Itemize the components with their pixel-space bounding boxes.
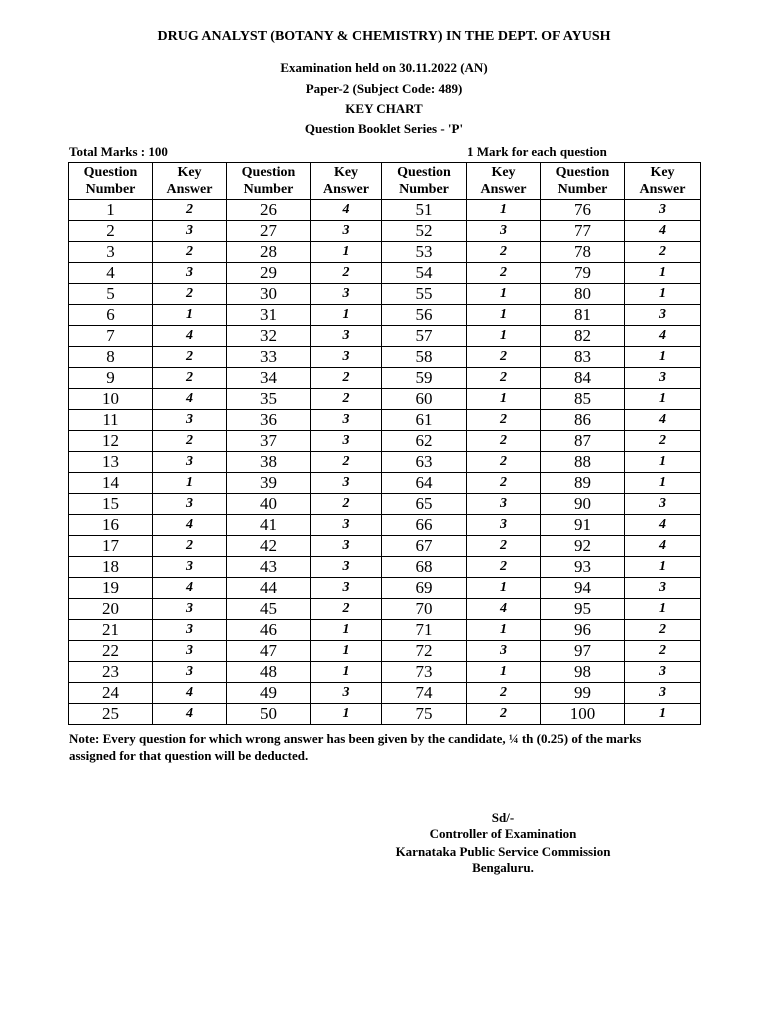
table-row [69,347,701,368]
total-marks: Total Marks : 100 [69,144,168,159]
key-answer-cell: 3 [153,662,227,683]
table-row [69,263,701,284]
question-number-cell: 30 [227,284,311,305]
question-number-cell: 86 [541,410,625,431]
key-answer-cell: 3 [467,515,541,536]
key-answer-cell: 3 [311,284,382,305]
key-answer-cell: 2 [625,641,701,662]
header-question-number: Question Number [69,163,153,200]
question-number-cell: 93 [541,557,625,578]
key-answer-cell: 1 [625,452,701,473]
question-number-cell: 81 [541,305,625,326]
key-answer-cell: 3 [625,578,701,599]
question-number-cell: 19 [69,578,153,599]
question-number-cell: 41 [227,515,311,536]
table-row [69,284,701,305]
question-number-cell: 64 [382,473,467,494]
key-answer-cell: 2 [467,431,541,452]
key-answer-cell: 3 [311,431,382,452]
question-number-cell: 67 [382,536,467,557]
question-number-cell: 94 [541,578,625,599]
key-answer-cell: 3 [625,200,701,221]
question-number-cell: 65 [382,494,467,515]
table-row [69,620,701,641]
key-answer-cell: 1 [467,662,541,683]
key-answer-cell: 1 [625,599,701,620]
question-number-cell: 78 [541,242,625,263]
question-number-cell: 96 [541,620,625,641]
question-number-cell: 88 [541,452,625,473]
paper-info: Paper-2 (Subject Code: 489) [305,81,463,96]
key-answer-cell: 2 [467,536,541,557]
marks-per-question: 1 Mark for each question [467,144,607,159]
key-answer-cell: 2 [467,347,541,368]
key-answer-cell: 3 [153,410,227,431]
question-number-cell: 40 [227,494,311,515]
table-row [69,578,701,599]
key-answer-cell: 1 [153,305,227,326]
key-answer-cell: 3 [311,221,382,242]
question-number-cell: 25 [69,704,153,725]
question-number-cell: 22 [69,641,153,662]
key-answer-cell: 3 [311,326,382,347]
key-answer-cell: 1 [467,578,541,599]
table-row [69,704,701,725]
key-answer-cell: 2 [625,242,701,263]
question-number-cell: 6 [69,305,153,326]
key-answer-cell: 2 [153,200,227,221]
key-answer-cell: 4 [153,389,227,410]
question-number-cell: 92 [541,536,625,557]
key-answer-cell: 4 [311,200,382,221]
table-row [69,473,701,494]
question-number-cell: 20 [69,599,153,620]
table-row [69,305,701,326]
question-number-cell: 68 [382,557,467,578]
key-answer-cell: 4 [625,221,701,242]
key-answer-cell: 1 [311,641,382,662]
question-number-cell: 33 [227,347,311,368]
document-title: DRUG ANALYST (BOTANY & CHEMISTRY) IN THE DEPT. OF AYUSH [157,29,611,44]
question-number-cell: 54 [382,263,467,284]
key-answer-cell: 2 [311,368,382,389]
question-number-cell: 84 [541,368,625,389]
key-answer-cell: 2 [311,494,382,515]
question-number-cell: 70 [382,599,467,620]
question-number-cell: 98 [541,662,625,683]
question-number-cell: 52 [382,221,467,242]
key-answer-cell: 3 [467,494,541,515]
question-number-cell: 5 [69,284,153,305]
header-question-number: Question Number [227,163,311,200]
question-number-cell: 35 [227,389,311,410]
question-number-cell: 59 [382,368,467,389]
key-answer-cell: 1 [467,326,541,347]
key-answer-cell: 3 [311,557,382,578]
header-question-number: Question Number [382,163,467,200]
signature-organization: Karnataka Public Service Commission [395,844,611,859]
key-answer-cell: 3 [153,494,227,515]
question-number-cell: 100 [541,704,625,725]
question-number-cell: 39 [227,473,311,494]
key-answer-cell: 2 [153,284,227,305]
question-number-cell: 44 [227,578,311,599]
question-number-cell: 85 [541,389,625,410]
question-number-cell: 95 [541,599,625,620]
key-answer-cell: 4 [153,704,227,725]
key-answer-cell: 1 [625,284,701,305]
question-number-cell: 3 [69,242,153,263]
key-answer-cell: 1 [625,389,701,410]
question-number-cell: 82 [541,326,625,347]
key-answer-cell: 3 [625,662,701,683]
question-number-cell: 79 [541,263,625,284]
question-number-cell: 8 [69,347,153,368]
key-answer-cell: 2 [153,347,227,368]
key-answer-cell: 1 [467,305,541,326]
question-number-cell: 7 [69,326,153,347]
question-number-cell: 16 [69,515,153,536]
table-header-row [69,163,701,200]
key-answer-cell: 2 [153,242,227,263]
question-number-cell: 76 [541,200,625,221]
question-number-cell: 97 [541,641,625,662]
key-chart-body [69,200,701,725]
key-answer-cell: 3 [311,536,382,557]
key-answer-cell: 1 [467,200,541,221]
key-answer-cell: 4 [153,578,227,599]
question-number-cell: 69 [382,578,467,599]
key-answer-cell: 4 [625,515,701,536]
table-row [69,662,701,683]
header-key-answer: Key Answer [625,163,701,200]
key-answer-cell: 3 [311,683,382,704]
key-answer-cell: 2 [467,704,541,725]
question-number-cell: 83 [541,347,625,368]
key-answer-cell: 2 [467,557,541,578]
key-answer-cell: 3 [153,599,227,620]
question-number-cell: 60 [382,389,467,410]
key-answer-cell: 4 [467,599,541,620]
key-answer-cell: 1 [153,473,227,494]
question-number-cell: 2 [69,221,153,242]
key-answer-cell: 1 [467,620,541,641]
question-number-cell: 9 [69,368,153,389]
question-number-cell: 26 [227,200,311,221]
key-answer-cell: 4 [625,326,701,347]
question-number-cell: 27 [227,221,311,242]
question-number-cell: 34 [227,368,311,389]
question-number-cell: 18 [69,557,153,578]
key-answer-cell: 4 [625,536,701,557]
question-number-cell: 12 [69,431,153,452]
key-answer-cell: 2 [467,410,541,431]
question-number-cell: 29 [227,263,311,284]
key-answer-cell: 1 [625,704,701,725]
question-number-cell: 75 [382,704,467,725]
key-answer-cell: 1 [311,242,382,263]
key-answer-cell: 3 [625,494,701,515]
question-number-cell: 58 [382,347,467,368]
signature-designation: Controller of Examination [429,826,577,841]
question-number-cell: 91 [541,515,625,536]
key-answer-cell: 3 [311,347,382,368]
key-answer-cell: 2 [625,431,701,452]
question-number-cell: 10 [69,389,153,410]
question-number-cell: 42 [227,536,311,557]
key-answer-cell: 3 [311,473,382,494]
table-row [69,683,701,704]
question-number-cell: 73 [382,662,467,683]
header-key-answer: Key Answer [467,163,541,200]
question-number-cell: 66 [382,515,467,536]
key-answer-cell: 2 [467,452,541,473]
question-number-cell: 50 [227,704,311,725]
question-number-cell: 57 [382,326,467,347]
question-number-cell: 23 [69,662,153,683]
question-number-cell: 15 [69,494,153,515]
question-number-cell: 99 [541,683,625,704]
key-answer-cell: 1 [311,305,382,326]
table-row [69,200,701,221]
question-number-cell: 14 [69,473,153,494]
key-answer-cell: 2 [311,389,382,410]
key-answer-cell: 3 [625,683,701,704]
key-answer-cell: 1 [625,347,701,368]
key-answer-cell: 2 [467,368,541,389]
header-key-answer: Key Answer [153,163,227,200]
table-row [69,431,701,452]
key-answer-cell: 3 [311,515,382,536]
key-answer-cell: 1 [625,557,701,578]
table-row [69,326,701,347]
table-row [69,515,701,536]
question-number-cell: 53 [382,242,467,263]
question-number-cell: 89 [541,473,625,494]
question-number-cell: 72 [382,641,467,662]
question-number-cell: 17 [69,536,153,557]
table-row [69,599,701,620]
key-answer-cell: 2 [311,263,382,284]
key-answer-cell: 1 [467,284,541,305]
question-number-cell: 32 [227,326,311,347]
key-answer-cell: 2 [467,683,541,704]
key-answer-cell: 1 [467,389,541,410]
key-answer-cell: 1 [311,662,382,683]
key-answer-cell: 2 [153,431,227,452]
key-chart-table [68,162,701,725]
key-answer-cell: 1 [311,620,382,641]
table-row [69,221,701,242]
key-answer-cell: 3 [625,305,701,326]
table-row [69,641,701,662]
key-answer-cell: 3 [311,578,382,599]
question-number-cell: 37 [227,431,311,452]
key-answer-cell: 4 [153,515,227,536]
header-question-number: Question Number [541,163,625,200]
key-answer-cell: 1 [625,263,701,284]
key-answer-cell: 3 [467,641,541,662]
table-row [69,242,701,263]
question-number-cell: 28 [227,242,311,263]
question-number-cell: 36 [227,410,311,431]
key-answer-cell: 3 [311,410,382,431]
question-number-cell: 31 [227,305,311,326]
question-number-cell: 38 [227,452,311,473]
question-number-cell: 4 [69,263,153,284]
exam-date: Examination held on 30.11.2022 (AN) [280,60,488,75]
question-number-cell: 74 [382,683,467,704]
key-answer-cell: 3 [153,452,227,473]
question-number-cell: 71 [382,620,467,641]
key-answer-cell: 3 [153,620,227,641]
signature-city: Bengaluru. [472,860,534,875]
key-answer-cell: 2 [625,620,701,641]
question-number-cell: 48 [227,662,311,683]
signature-sd: Sd/- [491,810,515,825]
table-row [69,536,701,557]
question-number-cell: 45 [227,599,311,620]
question-number-cell: 55 [382,284,467,305]
chart-title: KEY CHART [345,101,423,116]
question-number-cell: 46 [227,620,311,641]
question-number-cell: 87 [541,431,625,452]
key-answer-cell: 2 [467,473,541,494]
key-answer-cell: 3 [153,641,227,662]
question-number-cell: 13 [69,452,153,473]
table-row [69,389,701,410]
table-row [69,494,701,515]
key-answer-cell: 4 [153,326,227,347]
deduction-note: Note: Every question for which wrong answer has been given by the candidate, ¼ th (0.25) of the marks assigned for that question will be deducted. [69,731,642,763]
question-number-cell: 56 [382,305,467,326]
key-answer-cell: 3 [153,221,227,242]
key-answer-cell: 4 [625,410,701,431]
table-row [69,368,701,389]
key-answer-cell: 2 [311,599,382,620]
question-number-cell: 77 [541,221,625,242]
question-number-cell: 1 [69,200,153,221]
key-answer-cell: 2 [153,368,227,389]
question-number-cell: 47 [227,641,311,662]
question-number-cell: 24 [69,683,153,704]
question-number-cell: 43 [227,557,311,578]
table-row [69,452,701,473]
booklet-series: Question Booklet Series - 'P' [304,121,464,136]
question-number-cell: 90 [541,494,625,515]
table-row [69,557,701,578]
key-answer-cell: 1 [311,704,382,725]
question-number-cell: 49 [227,683,311,704]
key-answer-cell: 2 [467,263,541,284]
key-answer-cell: 2 [153,536,227,557]
key-answer-cell: 2 [467,242,541,263]
question-number-cell: 61 [382,410,467,431]
question-number-cell: 80 [541,284,625,305]
question-number-cell: 51 [382,200,467,221]
header-key-answer: Key Answer [311,163,382,200]
key-answer-cell: 3 [625,368,701,389]
key-answer-cell: 4 [153,683,227,704]
question-number-cell: 11 [69,410,153,431]
question-number-cell: 63 [382,452,467,473]
table-row [69,410,701,431]
key-answer-cell: 2 [311,452,382,473]
key-answer-cell: 3 [153,557,227,578]
question-number-cell: 62 [382,431,467,452]
question-number-cell: 21 [69,620,153,641]
key-answer-cell: 3 [467,221,541,242]
key-answer-cell: 1 [625,473,701,494]
key-answer-cell: 3 [153,263,227,284]
